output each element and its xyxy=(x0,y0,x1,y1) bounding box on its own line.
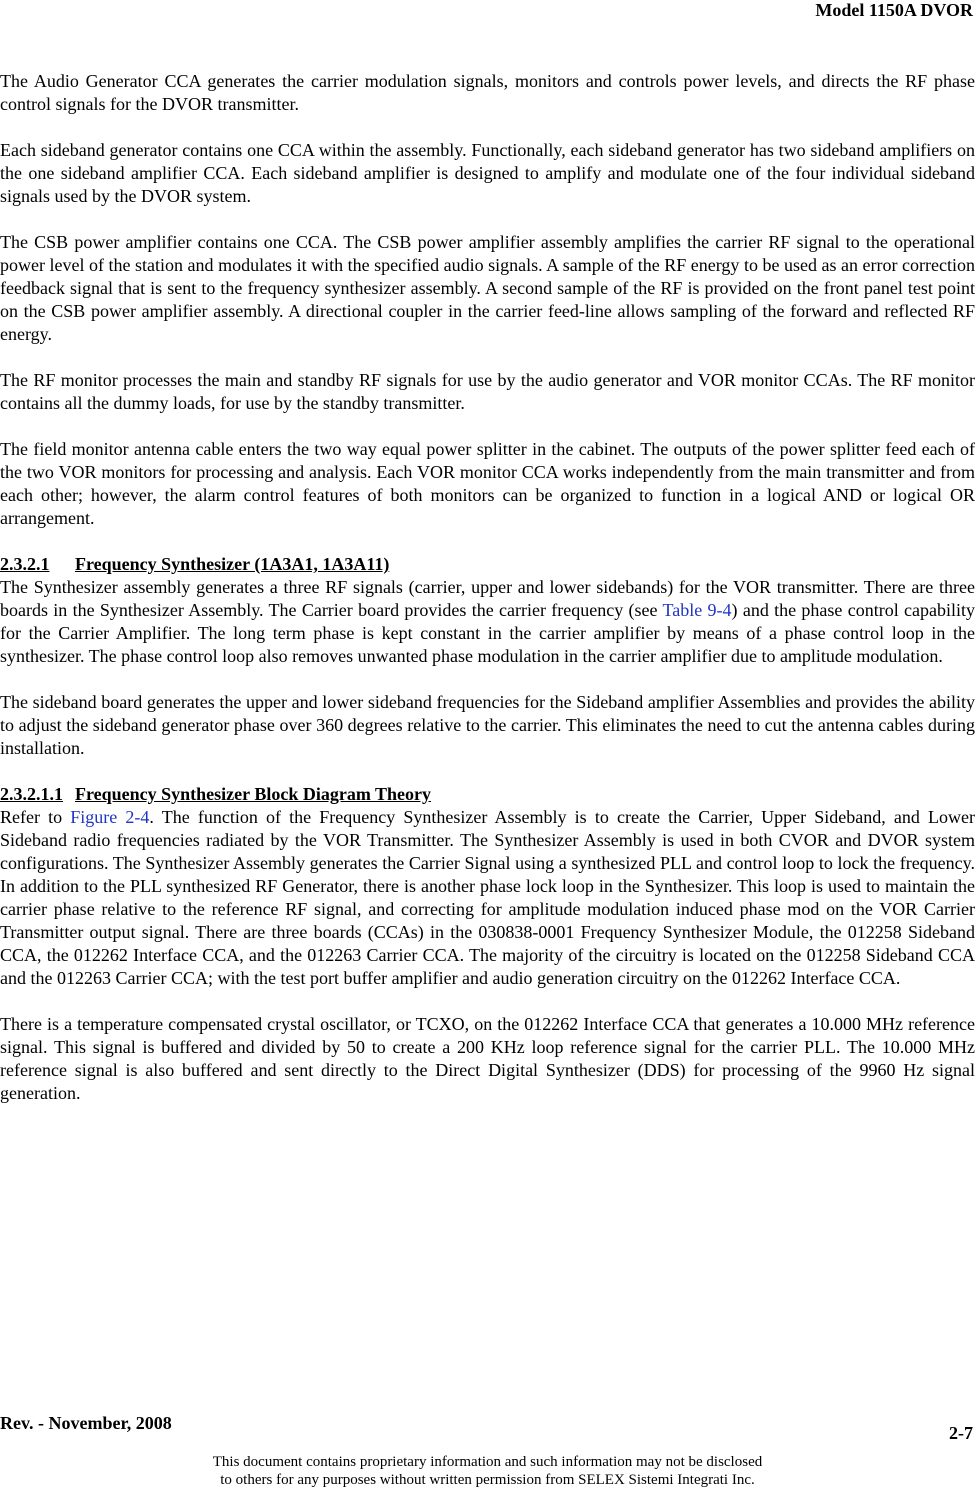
section-title: Frequency Synthesizer (1A3A1, 1A3A11) xyxy=(75,554,390,574)
text-run: ) and the phase control capability for the Carrier Amplifier. The long term phase is kept constant in the carrier amplifier by means of a phase control loop in the synthesizer. The phase control loop also removes unwanted phase modulation in the carrier amplifier due to amplitude modulation. xyxy=(0,600,975,666)
figure-reference-link[interactable]: Figure 2-4 xyxy=(70,807,150,827)
notice-line: This document contains proprietary information and such information may not be disclosed xyxy=(212,1454,763,1470)
section-number: 2.3.2.1 xyxy=(0,554,50,574)
paragraph-block-diagram-theory xyxy=(0,806,975,990)
paragraph-field-monitor: The field monitor antenna cable enters the two way equal power splitter in the cabinet. The outputs of the power splitter feed each of the two VOR monitors for processing and analysis. Each VOR monitor CCA works independently from the main transmitter and from each other; however, the alarm control features of both monitors can be organized to function in a logical AND or logical OR arrangement. xyxy=(0,439,975,528)
text-run: . The function of the Frequency Synthesizer Assembly is to create the Carrier, Upper Sideband, and Lower Sideband radio frequencies radiated by the VOR Transmitter. The Synthesizer Assembly is used in both CVOR and DVOR system configurations. The Synthesizer Assembly generates the Carrier Signal using a synthesized PLL and control loop to lock the frequency. In addition to the PLL synthesized RF Generator, there is another phase lock loop in the Synthesizer. This loop is used to maintain the carrier phase relative to the reference RF signal, and correcting for amplitude modulation induced phase mod on the VOR Carrier Transmitter output signal. There are three boards (CCAs) in the 030838-0001 Frequency Synthesizer Module, the 012258 Sideband CCA, the 012262 Interface CCA, and the 012263 Carrier CCA. The majority of the circuitry is located on the 012258 Sideband CCA and the 012263 Carrier CCA; with the test port buffer amplifier and audio generation circuitry on the 012262 Interface CCA. xyxy=(0,807,975,988)
paragraph-csb-power-amplifier: The CSB power amplifier contains one CCA. The CSB power amplifier assembly amplifies the carrier RF signal to the operational power level of the station and modulates it with the specified audio signals. A sample of the RF energy to be used as an error correction feedback signal that is sent to the frequency synthesizer assembly. A second sample of the RF is provided on the front panel test point on the CSB power amplifier assembly. A directional coupler in the carrier feed-line allows sampling of the forward and reflected RF energy. xyxy=(0,232,975,344)
paragraph-sideband-board: The sideband board generates the upper and lower sideband frequencies for the Sideband amplifier Assemblies and provides the ability to adjust the sideband generator phase over 360 degrees relative to the carrier. This eliminates the need to cut the antenna cables during installation. xyxy=(0,692,975,758)
section-heading-block-diagram-theory xyxy=(0,783,975,806)
footer-revision: Rev. - November, 2008 xyxy=(0,1413,172,1433)
paragraph-synthesizer-assembly xyxy=(0,576,975,668)
section-number: 2.3.2.1.1 xyxy=(0,784,63,804)
paragraph-audio-generator: The Audio Generator CCA generates the carrier modulation signals, monitors and controls power levels, and directs the RF phase control signals for the DVOR transmitter. xyxy=(0,71,975,114)
paragraph-sideband-generator: Each sideband generator contains one CCA within the assembly. Functionally, each sideband generator has two sideband amplifiers on the one sideband amplifier CCA. Each sideband amplifier is designed to amplify and modulate one of the four individual sideband signals used by the DVOR system. xyxy=(0,140,975,206)
notice-line: to others for any purposes without written permission from SELEX Sistemi Integrati Inc. xyxy=(220,1472,755,1488)
document-header-model: Model 1150A DVOR xyxy=(815,0,973,20)
footer-page-number: 2-7 xyxy=(949,1423,973,1443)
footer-proprietary-notice xyxy=(0,1453,975,1489)
text-run: Refer to xyxy=(0,807,71,827)
section-heading-frequency-synthesizer xyxy=(0,553,975,576)
paragraph-rf-monitor: The RF monitor processes the main and standby RF signals for use by the audio generator and VOR monitor CCAs. The RF monitor contains all the dummy loads, for use by the standby transmitter. xyxy=(0,370,975,413)
page-body xyxy=(0,70,975,1105)
text-run: The Synthesizer assembly generates a three RF signals (carrier, upper and lower sidebands) for the VOR transmitter. There are three boards in the Synthesizer Assembly. The Carrier board provides the carrier frequency (see xyxy=(0,577,975,620)
section-title: Frequency Synthesizer Block Diagram Theory xyxy=(75,784,431,804)
paragraph-tcxo: There is a temperature compensated crystal oscillator, or TCXO, on the 012262 Interface CCA that generates a 10.000 MHz reference signal. This signal is buffered and divided by 50 to create a 200 KHz loop reference signal for the carrier PLL. The 10.000 MHz reference signal is also buffered and sent directly to the Direct Digital Synthesizer (DDS) for processing of the 9960 Hz signal generation. xyxy=(0,1014,975,1103)
table-reference-link[interactable]: Table 9-4 xyxy=(662,600,732,620)
